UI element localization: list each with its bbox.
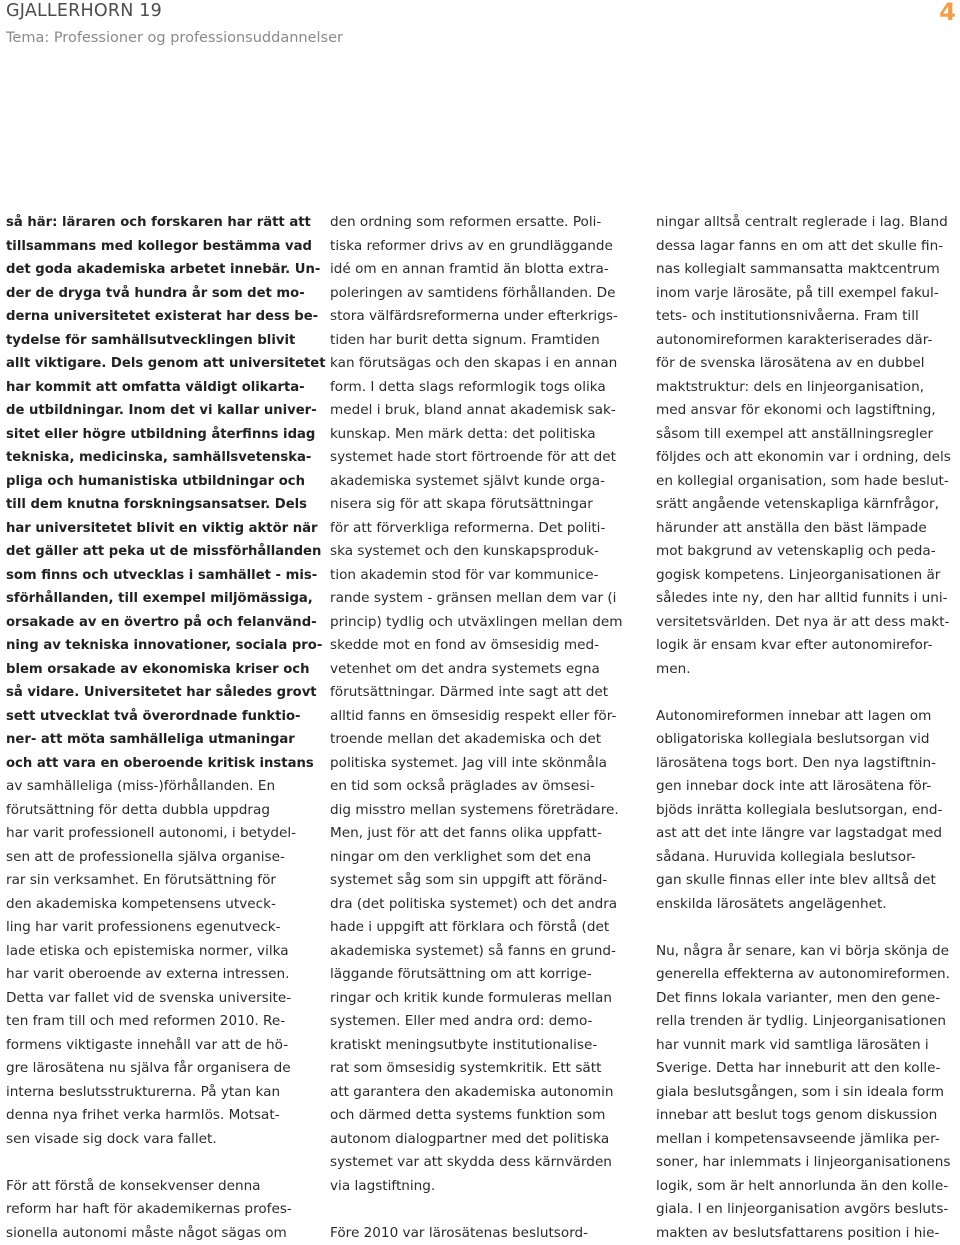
- text-line: tets- och institutionsnivåerna. Fram till: [656, 305, 958, 329]
- text-line: blem orsakade av ekonomiska kriser och: [6, 658, 308, 682]
- text-line: en kollegial organisation, som hade beslut-: [656, 470, 958, 494]
- text-line: således inte ny, den har alltid funnits i uni-: [656, 587, 958, 611]
- text-line: ska systemet och den kunskapsproduk-: [330, 540, 636, 564]
- text-line: gogisk kompetens. Linjeorganisationen är: [656, 564, 958, 588]
- text-line: denna nya frihet verka harmlös. Motsat-: [6, 1104, 308, 1128]
- text-line: härunder att anställa den bäst lämpade: [656, 517, 958, 541]
- text-line: der de dryga två hundra år som det mo-: [6, 282, 308, 306]
- text-line: akademiska systemet självt kunde orga-: [330, 470, 636, 494]
- text-line: de utbildningar. Inom det vi kallar univer-: [6, 399, 308, 423]
- text-line: allt viktigare. Dels genom att universitetet: [6, 352, 308, 376]
- paragraph-gap: [330, 1198, 636, 1222]
- text-line: Men, just för att det fanns olika uppfatt-: [330, 822, 636, 846]
- text-line: av samhälleliga (miss-)förhållanden. En: [6, 775, 308, 799]
- text-line: akademiska systemet) så fanns en grund-: [330, 940, 636, 964]
- text-line: kan förutsägas och den skapas i en annan: [330, 352, 636, 376]
- publication-subtitle: Tema: Professioner og professionsuddannelser: [6, 30, 343, 46]
- text-line: giala beslutsgången, som i sin ideala form: [656, 1081, 958, 1105]
- text-line: Det finns lokala varianter, men den gene-: [656, 987, 958, 1011]
- text-column-3: [656, 211, 958, 1245]
- text-line: kratiskt meningsutbyte institutionalise-: [330, 1034, 636, 1058]
- text-line: tiska reformer drivs av en grundläggande: [330, 235, 636, 259]
- paragraph-gap: [6, 1151, 308, 1175]
- text-column-2: [330, 211, 636, 1245]
- text-line: tiden har burit detta signum. Framtiden: [330, 329, 636, 353]
- text-line: ling har varit professionens egenutveck-: [6, 916, 308, 940]
- text-line: den ordning som reformen ersatte. Poli-: [330, 211, 636, 235]
- text-line: såsom till exempel att anställningsregler: [656, 423, 958, 447]
- text-line: politiska systemet. Jag vill inte skönmåla: [330, 752, 636, 776]
- text-line: nas kollegialt sammansatta maktcentrum: [656, 258, 958, 282]
- text-line: för att förverkliga reformerna. Det politi-: [330, 517, 636, 541]
- text-line: till dem knutna forskningsansatser. Dels: [6, 493, 308, 517]
- text-line: poleringen av samtidens förhållanden. De: [330, 282, 636, 306]
- text-line: sådana. Huruvida kollegiala beslutsor-: [656, 846, 958, 870]
- text-line: interna beslutsstrukturerna. På ytan kan: [6, 1081, 308, 1105]
- text-line: rande system - gränsen mellan dem var (i: [330, 587, 636, 611]
- text-line: läggande förutsättning om att korrige-: [330, 963, 636, 987]
- text-line: stora välfärdsreformerna under efterkrigs-: [330, 305, 636, 329]
- text-line: och att vara en oberoende kritisk instans: [6, 752, 308, 776]
- text-line: medel i bruk, bland annat akademisk sak-: [330, 399, 636, 423]
- page-number: 4: [939, 0, 956, 26]
- text-line: förutsättningar. Därmed inte sagt att det: [330, 681, 636, 705]
- text-line: tillsammans med kollegor bestämma vad: [6, 235, 308, 259]
- text-line: så vidare. Universitetet har således grovt: [6, 681, 308, 705]
- text-line: ningar alltså centralt reglerade i lag. Bland: [656, 211, 958, 235]
- text-column-1: [6, 211, 308, 1245]
- text-line: ast att det inte längre var lagstadgat med: [656, 822, 958, 846]
- text-line: systemet såg som sin uppgift att föränd-: [330, 869, 636, 893]
- text-line: via lagstiftning.: [330, 1175, 636, 1199]
- text-line: systemet hade stort förtroende för att det: [330, 446, 636, 470]
- text-line: maktstruktur: dels en linjeorganisation,: [656, 376, 958, 400]
- text-line: mellan i kompetensavseende jämlika per-: [656, 1128, 958, 1152]
- text-line: gan skulle finnas eller inte blev alltså det: [656, 869, 958, 893]
- text-line: pliga och humanistiska utbildningar och: [6, 470, 308, 494]
- text-line: Sverige. Detta har inneburit att den kolle-: [656, 1057, 958, 1081]
- text-line: gre lärosätena nu själva får organisera de: [6, 1057, 308, 1081]
- text-line: för de svenska lärosätena av en dubbel: [656, 352, 958, 376]
- publication-title: GJALLERHORN 19: [6, 1, 162, 21]
- text-line: har universitetet blivit en viktig aktör när: [6, 517, 308, 541]
- text-line: det gäller att peka ut de missförhållanden: [6, 540, 308, 564]
- text-line: rar sin verksamhet. En förutsättning för: [6, 869, 308, 893]
- text-line: förutsättning för detta dubbla uppdrag: [6, 799, 308, 823]
- paragraph-gap: [656, 681, 958, 705]
- text-line: formens viktigaste innehåll var att de hö-: [6, 1034, 308, 1058]
- text-line: har varit oberoende av externa intressen.: [6, 963, 308, 987]
- text-line: ringar och kritik kunde formuleras mellan: [330, 987, 636, 1011]
- text-line: generella effekterna av autonomireformen.: [656, 963, 958, 987]
- text-line: med ansvar för ekonomi och lagstiftning,: [656, 399, 958, 423]
- text-line: För att förstå de konsekvenser denna: [6, 1175, 308, 1199]
- text-line: rat som ömsesidig systemkritik. Ett sätt: [330, 1057, 636, 1081]
- text-line: ningar om den verklighet som det ena: [330, 846, 636, 870]
- text-line: ning av tekniska innovationer, sociala pro-: [6, 634, 308, 658]
- text-line: har varit professionell autonomi, i betydel-: [6, 822, 308, 846]
- text-line: giala. I en linjeorganisation avgörs besluts-: [656, 1198, 958, 1222]
- text-line: tion akademin stod för var kommunice-: [330, 564, 636, 588]
- text-line: derna universitetet existerat har dess be-: [6, 305, 308, 329]
- text-line: gen innebar dock inte att lärosätena för-: [656, 775, 958, 799]
- text-line: som finns och utvecklas i samhället - mis-: [6, 564, 308, 588]
- text-line: soner, har inlemmats i linjeorganisationens: [656, 1151, 958, 1175]
- text-line: att garantera den akademiska autonomin: [330, 1081, 636, 1105]
- text-line: sett utvecklat två överordnade funktio-: [6, 705, 308, 729]
- text-line: kunskap. Men märk detta: det politiska: [330, 423, 636, 447]
- text-line: sförhållanden, till exempel miljömässiga,: [6, 587, 308, 611]
- text-line: versitetsvärlden. Det nya är att dess makt-: [656, 611, 958, 635]
- text-line: det goda akademiska arbetet innebär. Un-: [6, 258, 308, 282]
- page-header: [6, 0, 956, 60]
- text-line: den akademiska kompetensens utveck-: [6, 893, 308, 917]
- text-line: inom varje lärosäte, på till exempel fakul-: [656, 282, 958, 306]
- text-line: autonomireformen karakteriserades där-: [656, 329, 958, 353]
- text-line: tydelse för samhällsutvecklingen blivit: [6, 329, 308, 353]
- text-line: alltid fanns en ömsesidig respekt eller för-: [330, 705, 636, 729]
- text-line: rella trenden är tydlig. Linjeorganisationen: [656, 1010, 958, 1034]
- text-line: en tid som också präglades av ömsesi-: [330, 775, 636, 799]
- text-line: orsakade av en övertro på och felanvänd-: [6, 611, 308, 635]
- text-line: reform har haft för akademikernas profes-: [6, 1198, 308, 1222]
- text-line: enskilda lärosätets angelägenhet.: [656, 893, 958, 917]
- text-line: systemen. Eller med andra ord: demo-: [330, 1010, 636, 1034]
- text-line: sionella autonomi måste något sägas om: [6, 1222, 308, 1245]
- text-line: form. I detta slags reformlogik togs olika: [330, 376, 636, 400]
- text-line: dig misstro mellan systemens företrädare.: [330, 799, 636, 823]
- text-line: obligatoriska kollegiala beslutsorgan vid: [656, 728, 958, 752]
- text-line: systemet var att skydda dess kärnvärden: [330, 1151, 636, 1175]
- text-line: vetenhet om det andra systemets egna: [330, 658, 636, 682]
- text-line: men.: [656, 658, 958, 682]
- text-line: dessa lagar fanns en om att det skulle fin-: [656, 235, 958, 259]
- text-line: har kommit att omfatta väldigt olikarta-: [6, 376, 308, 400]
- text-line: nisera sig för att skapa förutsättningar: [330, 493, 636, 517]
- text-line: skedde mot en fond av ömsesidig med-: [330, 634, 636, 658]
- text-line: Autonomireformen innebar att lagen om: [656, 705, 958, 729]
- text-line: Detta var fallet vid de svenska universite-: [6, 987, 308, 1011]
- text-line: lade etiska och epistemiska normer, vilka: [6, 940, 308, 964]
- text-line: makten av beslutsfattarens position i hie-: [656, 1222, 958, 1245]
- text-line: mot bakgrund av vetenskaplig och peda-: [656, 540, 958, 564]
- text-line: följdes och att ekonomin var i ordning, dels: [656, 446, 958, 470]
- text-line: troende mellan det akademiska och det: [330, 728, 636, 752]
- text-line: Före 2010 var lärosätenas beslutsord-: [330, 1222, 636, 1245]
- text-line: innebar att beslut togs genom diskussion: [656, 1104, 958, 1128]
- text-line: sen att de professionella själva organise-: [6, 846, 308, 870]
- text-line: princip) tydlig och utväxlingen mellan dem: [330, 611, 636, 635]
- text-line: har vunnit mark vid samtliga lärosäten i: [656, 1034, 958, 1058]
- text-line: bjöds inrätta kollegiala beslutsorgan, end-: [656, 799, 958, 823]
- text-line: och därmed detta systems funktion som: [330, 1104, 636, 1128]
- text-line: Nu, några år senare, kan vi börja skönja de: [656, 940, 958, 964]
- text-line: sen visade sig dock vara fallet.: [6, 1128, 308, 1152]
- paragraph-gap: [656, 916, 958, 940]
- text-line: lärosätena togs bort. Den nya lagstiftnin-: [656, 752, 958, 776]
- text-line: idé om en annan framtid än blotta extra-: [330, 258, 636, 282]
- text-line: sitet eller högre utbildning återfinns idag: [6, 423, 308, 447]
- text-line: tekniska, medicinska, samhällsvetenska-: [6, 446, 308, 470]
- text-line: dra (det politiska systemet) och det andra: [330, 893, 636, 917]
- text-line: logik, som är helt annorlunda än den kolle-: [656, 1175, 958, 1199]
- text-line: ner- att möta samhälleliga utmaningar: [6, 728, 308, 752]
- text-line: hade i uppgift att förklara och förstå (det: [330, 916, 636, 940]
- text-line: så här: läraren och forskaren har rätt att: [6, 211, 308, 235]
- text-line: logik är ensam kvar efter autonomirefor-: [656, 634, 958, 658]
- text-line: autonom dialogpartner med det politiska: [330, 1128, 636, 1152]
- text-line: ten fram till och med reformen 2010. Re-: [6, 1010, 308, 1034]
- text-line: srätt angående vetenskapliga kärnfrågor,: [656, 493, 958, 517]
